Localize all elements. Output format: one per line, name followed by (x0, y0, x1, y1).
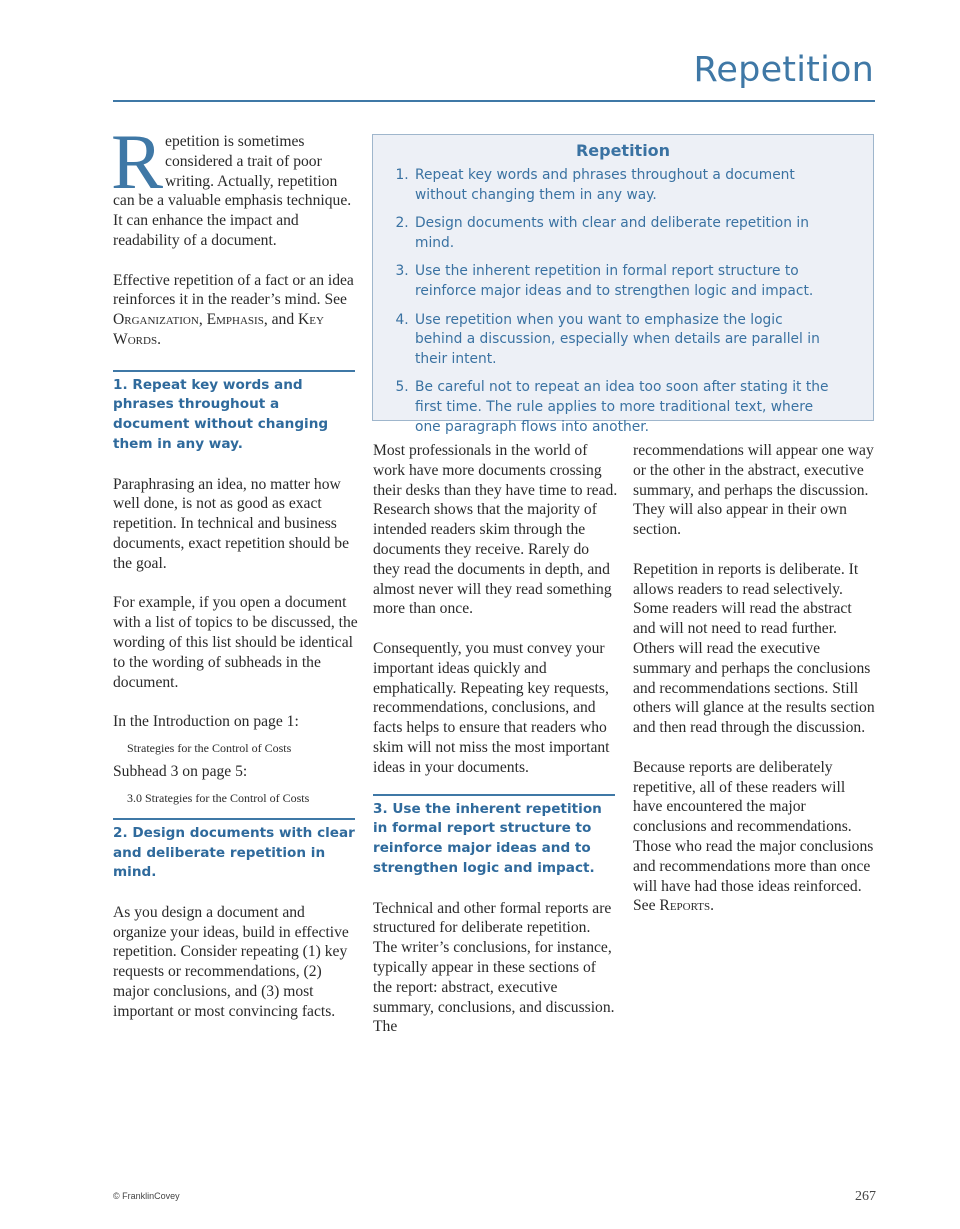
section-heading-2: 2. Design documents with clear and deliberate repetition in mind. (113, 818, 355, 883)
summary-item: 3. Use the inherent repetition in formal report structure to reinforce major ideas and to strengthen logic and impact. (413, 262, 833, 301)
page-title: Repetition (693, 50, 874, 90)
title-rule (113, 100, 875, 102)
section-1-paragraph-3: In the Introduction on page 1: (113, 713, 299, 731)
section-2-paragraph-1: As you design a document and organize your ideas, build in effective repetition. Consider repeating (1) key requests or recommendations, (2) major conclusions, and (3) most important or most convincing facts. (113, 903, 349, 1020)
column-middle (373, 441, 618, 1057)
summary-item: 5. Be careful not to repeat an idea too soon after stating it the first time. The rule applies to more traditional text, where one paragraph flows into another. (413, 378, 833, 437)
summary-item: 4. Use repetition when you want to emphasize the logic behind a discussion, especially when details are parallel in their intent. (413, 311, 833, 370)
intro-text: epetition is sometimes considered a trait of poor writing. Actually, repetition can be a valuable emphasis technique. It can enhance the impact and readability of a document. (113, 133, 352, 249)
section-heading-3: 3. Use the inherent repetition in formal report structure to reinforce major ideas and to strengthen logic and impact. (373, 794, 615, 879)
example-line-1: Strategies for the Control of Costs (127, 740, 292, 755)
cross-ref-key-words[interactable]: Key Words (113, 311, 324, 348)
right-paragraph-2: Repetition in reports is deliberate. It allows readers to read selectively. Some readers will read the abstract and will not need to read further. Others will read the executive summary and perhaps the conclusions and recommendations sections. Still others will glance at the results section and then read through the discussion. (633, 560, 875, 737)
section-heading-1: 1. Repeat key words and phrases throughout a document without changing them in any way. (113, 370, 355, 455)
example-line-2: 3.0 Strategies for the Control of Costs (127, 790, 310, 805)
summary-box (372, 134, 874, 435)
section-1-paragraph-2: For example, if you open a document with a list of topics to be discussed, the wording of this list should be identical to the wording of subheads in the document. (113, 594, 358, 691)
drop-cap: R (111, 118, 164, 205)
section-1-paragraph-4: Subhead 3 on page 5: (113, 762, 248, 780)
right-paragraph-3: Because reports are deliberately repetitive, all of these readers will have encountered the major conclusions and recommendations. Those who read the major conclusions and recommendations more than once will have had those ideas reinforced. See Reports. (633, 758, 874, 915)
middle-paragraph-1: Most professionals in the world of work have more documents crossing their desks than they have time to read. Research shows that the majority of intended readers skim through the documents they receive. Rarely do they read the documents in depth, and almost never will they read something more than once. (373, 442, 618, 618)
intro-paragraph (111, 118, 358, 251)
right-paragraph-1: recommendations will appear one way or the other in the abstract, executive summary, and perhaps the discussion. They will also appear in their own section. (633, 442, 874, 539)
page-number: 267 (855, 1189, 876, 1204)
summary-item: 1. Repeat key words and phrases throughout a document without changing them in any way. (413, 166, 833, 205)
summary-box-title: Repetition (575, 141, 671, 160)
section-3-paragraph-1: Technical and other formal reports are structured for deliberate repetition. The writer’s conclusions, for instance, typically appear in these sections of the report: abstract, executive summary, conclusions, and discussion. The (373, 899, 615, 1036)
cross-ref-emphasis[interactable]: Emphasis (206, 311, 264, 329)
cross-ref-reports[interactable]: Reports (659, 897, 711, 915)
cross-ref-organization[interactable]: Organization (113, 311, 199, 329)
middle-paragraph-2: Consequently, you must convey your important ideas quickly and emphatically. Repeating key requests, recommendations, conclusions, and facts helps to ensure that readers who skim will not miss the most important ideas in your documents. (373, 639, 610, 776)
column-right (633, 441, 878, 936)
intro-paragraph-2: Effective repetition of a fact or an idea reinforces it in the reader’s mind. See Organization, Emphasis, and Key Words. (113, 271, 354, 348)
summary-list (373, 166, 873, 437)
intro-text-2: Effective repetition of a fact or an idea reinforces it in the reader’s mind. See (113, 271, 354, 309)
summary-item: 2. Design documents with clear and deliberate repetition in mind. (413, 214, 833, 253)
section-1-paragraph-1: Paraphrasing an idea, no matter how well done, is not as good as exact repetition. In technical and business documents, exact repetition should be the goal. (113, 475, 350, 572)
column-left (111, 118, 358, 1041)
copyright: © FranklinCovey (113, 1191, 180, 1201)
